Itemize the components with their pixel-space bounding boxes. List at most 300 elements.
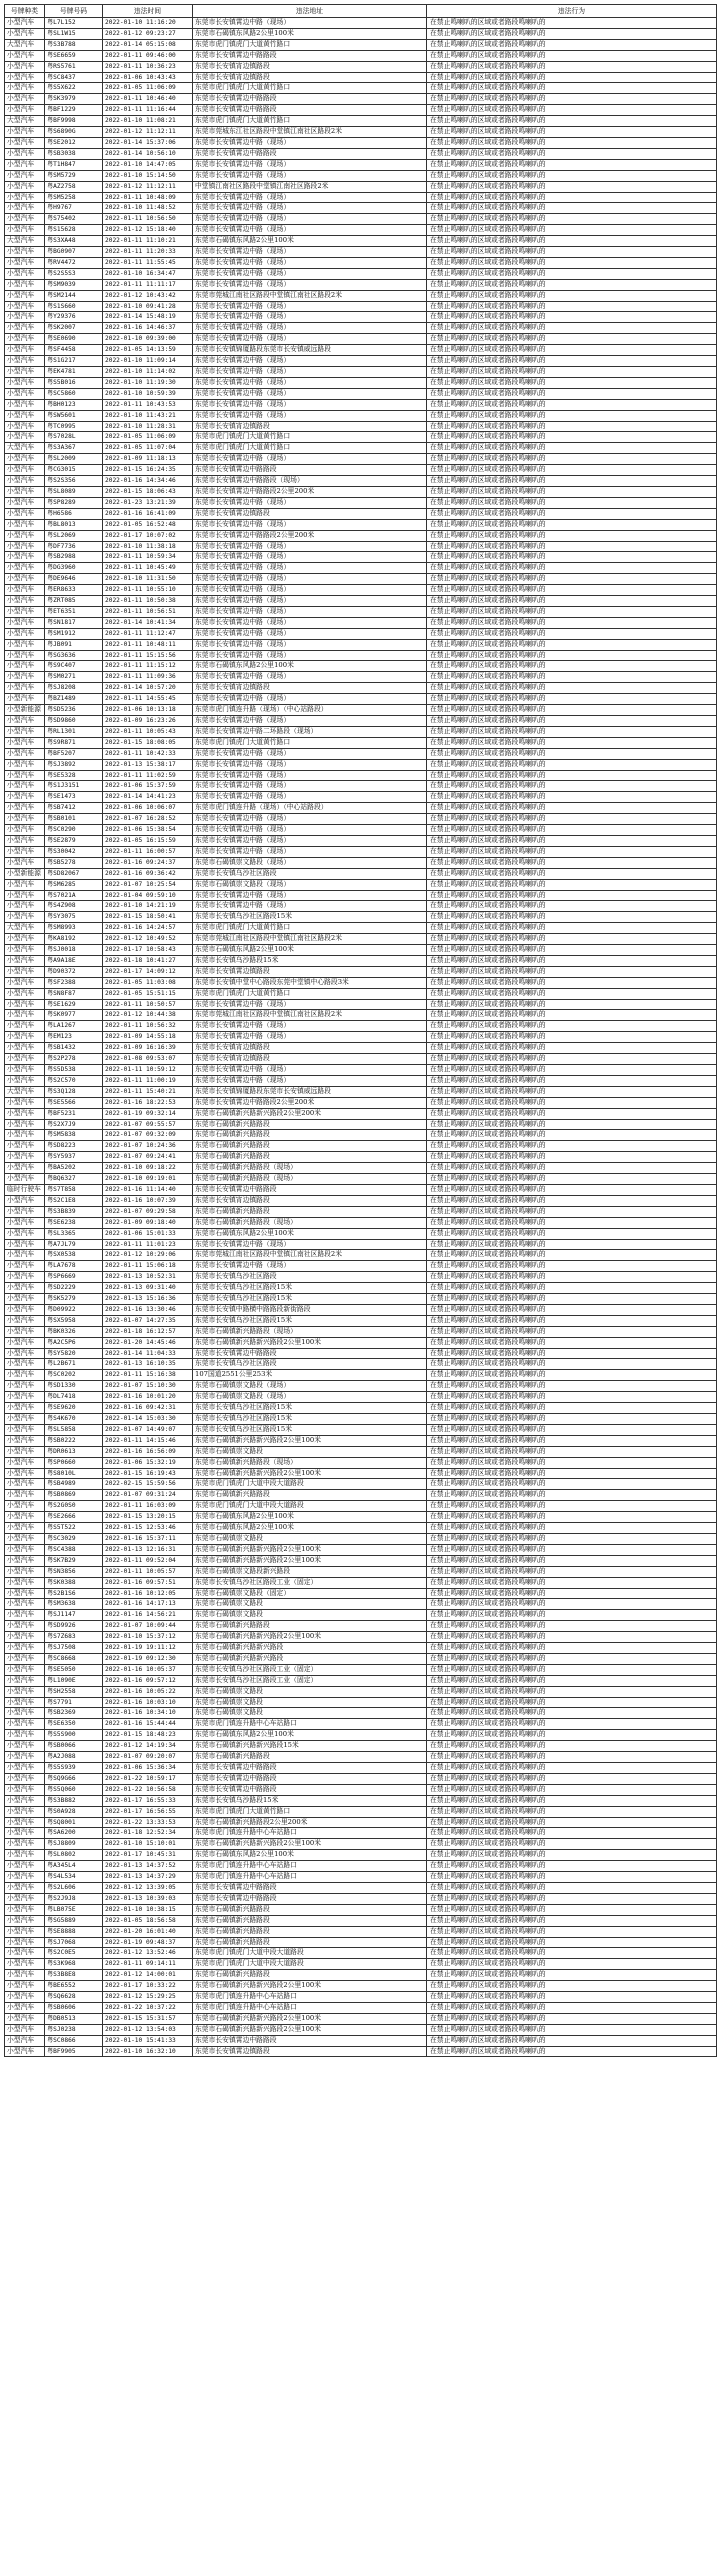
table-row <box>5 846 717 857</box>
cell-plate-number: 粤SD9860 <box>45 716 103 727</box>
cell-violation-address: 东莞市石碣镇新兴路新兴路段2公里100米 <box>193 1544 427 1555</box>
cell-plate-type: 小型汽车 <box>5 574 45 585</box>
cell-plate-number: 粤A2J088 <box>45 1752 103 1763</box>
cell-violation-address: 东莞市长安镇霄边中路（现场） <box>193 377 427 388</box>
cell-plate-type: 小型汽车 <box>5 1021 45 1032</box>
table-row <box>5 955 717 966</box>
cell-violation-time: 2022-02-15 15:59:56 <box>103 1479 193 1490</box>
cell-violation-behavior: 在禁止鸣喇叭的区域或者路段鸣喇叭的 <box>427 803 717 814</box>
cell-violation-behavior: 在禁止鸣喇叭的区域或者路段鸣喇叭的 <box>427 18 717 29</box>
cell-violation-behavior: 在禁止鸣喇叭的区域或者路段鸣喇叭的 <box>427 236 717 247</box>
cell-violation-behavior: 在禁止鸣喇叭的区域或者路段鸣喇叭的 <box>427 1861 717 1872</box>
cell-plate-number: 粤S0A928 <box>45 1806 103 1817</box>
cell-plate-number: 粤SC0290 <box>45 825 103 836</box>
cell-violation-address: 东莞市长安镇霄边中路（现场） <box>193 279 427 290</box>
cell-plate-type: 小型汽车 <box>5 399 45 410</box>
cell-plate-type: 小型汽车 <box>5 1337 45 1348</box>
cell-violation-time: 2022-01-11 10:48:11 <box>103 639 193 650</box>
cell-plate-number: 粤SE6659 <box>45 50 103 61</box>
cell-violation-behavior: 在禁止鸣喇叭的区域或者路段鸣喇叭的 <box>427 1097 717 1108</box>
cell-violation-time: 2022-01-05 11:06:09 <box>103 432 193 443</box>
cell-violation-behavior: 在禁止鸣喇叭的区域或者路段鸣喇叭的 <box>427 628 717 639</box>
cell-violation-address: 东莞市长安镇霄边中路（现场） <box>193 268 427 279</box>
cell-violation-time: 2022-01-16 16:56:09 <box>103 1446 193 1457</box>
cell-violation-address: 东莞市石碣镇东风路2公里100米 <box>193 1228 427 1239</box>
cell-plate-type: 小型汽车 <box>5 61 45 72</box>
cell-plate-number: 粤RS5761 <box>45 61 103 72</box>
cell-violation-behavior: 在禁止鸣喇叭的区域或者路段鸣喇叭的 <box>427 1108 717 1119</box>
cell-plate-number: 粤RL1301 <box>45 726 103 737</box>
cell-violation-behavior: 在禁止鸣喇叭的区域或者路段鸣喇叭的 <box>427 1294 717 1305</box>
cell-violation-time: 2022-01-11 11:11:17 <box>103 279 193 290</box>
cell-violation-time: 2022-01-07 09:24:41 <box>103 1152 193 1163</box>
cell-violation-time: 2022-01-06 15:37:59 <box>103 781 193 792</box>
cell-violation-address: 东莞市石碣镇崇文路段 <box>193 1533 427 1544</box>
cell-violation-address: 东莞市虎门镇连升路中心车站路口 <box>193 1828 427 1839</box>
cell-plate-number: 粤SB7412 <box>45 803 103 814</box>
table-row <box>5 792 717 803</box>
cell-plate-type: 小型汽车 <box>5 596 45 607</box>
cell-plate-number: 粤S75402 <box>45 214 103 225</box>
cell-violation-time: 2022-01-10 09:19:01 <box>103 1174 193 1185</box>
cell-violation-behavior: 在禁止鸣喇叭的区域或者路段鸣喇叭的 <box>427 934 717 945</box>
cell-plate-type: 小型汽车 <box>5 694 45 705</box>
table-row <box>5 367 717 378</box>
cell-violation-address: 东莞市长安镇霄边中路路段2公里200米 <box>193 1097 427 1108</box>
cell-violation-behavior: 在禁止鸣喇叭的区域或者路段鸣喇叭的 <box>427 388 717 399</box>
cell-violation-behavior: 在禁止鸣喇叭的区域或者路段鸣喇叭的 <box>427 1523 717 1534</box>
table-row <box>5 945 717 956</box>
cell-plate-number: 粤SY3075 <box>45 912 103 923</box>
cell-violation-address: 东莞市石碣镇新兴路路段 <box>193 1752 427 1763</box>
cell-violation-behavior: 在禁止鸣喇叭的区域或者路段鸣喇叭的 <box>427 72 717 83</box>
cell-violation-behavior: 在禁止鸣喇叭的区域或者路段鸣喇叭的 <box>427 1708 717 1719</box>
cell-violation-behavior: 在禁止鸣喇叭的区域或者路段鸣喇叭的 <box>427 1948 717 1959</box>
cell-violation-time: 2022-01-05 14:13:59 <box>103 345 193 356</box>
cell-violation-address: 东莞市虎门镇虎门大道中段大道路段 <box>193 1959 427 1970</box>
cell-violation-time: 2022-01-14 15:37:06 <box>103 137 193 148</box>
cell-violation-time: 2022-01-05 16:15:59 <box>103 835 193 846</box>
cell-violation-time: 2022-01-12 10:29:06 <box>103 1250 193 1261</box>
cell-violation-address: 东莞市石碣镇东风路2公里100米 <box>193 236 427 247</box>
table-row <box>5 1294 717 1305</box>
cell-plate-type: 小型汽车 <box>5 225 45 236</box>
cell-plate-number: 粤SY5820 <box>45 1348 103 1359</box>
cell-plate-number: 粤SK0977 <box>45 1010 103 1021</box>
cell-plate-number: 粤SC8668 <box>45 1653 103 1664</box>
table-row <box>5 2035 717 2046</box>
cell-violation-address: 东莞市长安镇霄边中路路段 <box>193 1882 427 1893</box>
cell-violation-address: 东莞市长安镇霄边中路路段 <box>193 465 427 476</box>
cell-violation-time: 2022-01-11 16:03:09 <box>103 1501 193 1512</box>
cell-violation-address: 东莞市石碣镇东风路2公里100米 <box>193 661 427 672</box>
cell-plate-number: 粤BE6552 <box>45 1981 103 1992</box>
table-row <box>5 1926 717 1937</box>
cell-violation-time: 2022-01-14 14:41:23 <box>103 792 193 803</box>
table-row <box>5 596 717 607</box>
cell-violation-behavior: 在禁止鸣喇叭的区域或者路段鸣喇叭的 <box>427 1392 717 1403</box>
cell-violation-address: 东莞市石碣镇新兴路新兴路段2公里100米 <box>193 2024 427 2035</box>
cell-violation-address: 东莞市长安镇霄边中路（现场） <box>193 901 427 912</box>
cell-violation-address: 东莞市长安镇霄边中路路段 <box>193 1784 427 1795</box>
cell-violation-address: 东莞市长安镇霄边中路（现场） <box>193 552 427 563</box>
cell-plate-type: 小型汽车 <box>5 737 45 748</box>
cell-plate-type: 小型汽车 <box>5 1763 45 1774</box>
cell-violation-behavior: 在禁止鸣喇叭的区域或者路段鸣喇叭的 <box>427 759 717 770</box>
cell-violation-behavior: 在禁止鸣喇叭的区域或者路段鸣喇叭的 <box>427 1250 717 1261</box>
cell-violation-behavior: 在禁止鸣喇叭的区域或者路段鸣喇叭的 <box>427 1468 717 1479</box>
cell-plate-type: 小型汽车 <box>5 2013 45 2024</box>
cell-violation-address: 东莞市长安镇霄边中路（现场） <box>193 137 427 148</box>
table-row <box>5 72 717 83</box>
cell-violation-time: 2022-01-10 15:37:12 <box>103 1632 193 1643</box>
cell-violation-address: 东莞市长安镇霄边中路（现场） <box>193 497 427 508</box>
table-row <box>5 606 717 617</box>
cell-plate-type: 小型汽车 <box>5 105 45 116</box>
cell-violation-time: 2022-01-12 10:49:52 <box>103 934 193 945</box>
cell-violation-behavior: 在禁止鸣喇叭的区域或者路段鸣喇叭的 <box>427 901 717 912</box>
table-row <box>5 18 717 29</box>
cell-plate-type: 小型汽车 <box>5 1752 45 1763</box>
cell-violation-behavior: 在禁止鸣喇叭的区域或者路段鸣喇叭的 <box>427 1806 717 1817</box>
cell-violation-address: 东莞市石碣镇新兴路路段 <box>193 1937 427 1948</box>
cell-violation-behavior: 在禁止鸣喇叭的区域或者路段鸣喇叭的 <box>427 1054 717 1065</box>
cell-plate-type: 小型汽车 <box>5 72 45 83</box>
cell-plate-number: 粤SC8437 <box>45 72 103 83</box>
cell-violation-behavior: 在禁止鸣喇叭的区域或者路段鸣喇叭的 <box>427 617 717 628</box>
cell-violation-behavior: 在禁止鸣喇叭的区域或者路段鸣喇叭的 <box>427 312 717 323</box>
cell-violation-address: 东莞市石碣镇新兴路新兴路段 <box>193 1653 427 1664</box>
cell-violation-address: 东莞市长安镇霄边中路二环路段（现场） <box>193 726 427 737</box>
cell-plate-number: 粤S3A367 <box>45 443 103 454</box>
cell-violation-time: 2022-01-17 16:55:33 <box>103 1795 193 1806</box>
cell-plate-type: 小型汽车 <box>5 1392 45 1403</box>
cell-violation-address: 东莞市石碣镇新兴路新兴路段2公里100米 <box>193 1435 427 1446</box>
cell-plate-number: 粤S2S356 <box>45 476 103 487</box>
cell-violation-time: 2022-01-11 09:14:11 <box>103 1959 193 1970</box>
cell-plate-number: 粤DG3960 <box>45 563 103 574</box>
table-row <box>5 835 717 846</box>
cell-plate-type: 小型汽车 <box>5 1610 45 1621</box>
table-row <box>5 1992 717 2003</box>
cell-violation-behavior: 在禁止鸣喇叭的区域或者路段鸣喇叭的 <box>427 127 717 138</box>
cell-violation-time: 2022-01-13 15:38:17 <box>103 759 193 770</box>
table-row <box>5 1697 717 1708</box>
cell-plate-number: 粤BG0907 <box>45 247 103 258</box>
cell-plate-type: 小型汽车 <box>5 1010 45 1021</box>
cell-plate-number: 粤S15628 <box>45 225 103 236</box>
cell-plate-number: 粤A2C5P6 <box>45 1337 103 1348</box>
table-row <box>5 694 717 705</box>
cell-plate-number: 粤S1G217 <box>45 356 103 367</box>
cell-plate-type: 小型汽车 <box>5 1206 45 1217</box>
cell-plate-type: 小型汽车 <box>5 356 45 367</box>
cell-plate-type: 小型汽车 <box>5 1653 45 1664</box>
cell-plate-number: 粤SD5236 <box>45 705 103 716</box>
cell-plate-type: 小型汽车 <box>5 563 45 574</box>
cell-plate-type: 小型汽车 <box>5 1141 45 1152</box>
table-row <box>5 214 717 225</box>
cell-violation-behavior: 在禁止鸣喇叭的区域或者路段鸣喇叭的 <box>427 94 717 105</box>
cell-violation-behavior: 在禁止鸣喇叭的区域或者路段鸣喇叭的 <box>427 1970 717 1981</box>
cell-plate-type: 小型汽车 <box>5 1130 45 1141</box>
cell-plate-number: 粤SE8888 <box>45 1926 103 1937</box>
table-row <box>5 530 717 541</box>
cell-violation-behavior: 在禁止鸣喇叭的区域或者路段鸣喇叭的 <box>427 192 717 203</box>
cell-violation-time: 2022-01-12 15:29:25 <box>103 1992 193 2003</box>
cell-violation-time: 2022-01-12 15:18:40 <box>103 225 193 236</box>
cell-violation-time: 2022-01-11 10:46:40 <box>103 94 193 105</box>
cell-violation-address: 东莞市虎门镇虎门大道黄竹路口 <box>193 432 427 443</box>
cell-violation-behavior: 在禁止鸣喇叭的区域或者路段鸣喇叭的 <box>427 1490 717 1501</box>
cell-plate-number: 粤SL3365 <box>45 1228 103 1239</box>
table-row <box>5 934 717 945</box>
table-row <box>5 748 717 759</box>
cell-plate-number: 粤SB0869 <box>45 1490 103 1501</box>
header-plate-type: 号牌种类 <box>5 5 45 18</box>
cell-plate-number: 粤S8010L <box>45 1468 103 1479</box>
cell-plate-number: 粤SD2229 <box>45 1283 103 1294</box>
cell-violation-behavior: 在禁止鸣喇叭的区域或者路段鸣喇叭的 <box>427 552 717 563</box>
cell-violation-behavior: 在禁止鸣喇叭的区域或者路段鸣喇叭的 <box>427 290 717 301</box>
cell-violation-time: 2022-01-16 14:17:13 <box>103 1599 193 1610</box>
cell-violation-address: 东莞市长安镇霄边中路路段2公里200米 <box>193 486 427 497</box>
cell-violation-time: 2022-01-16 10:05:22 <box>103 1686 193 1697</box>
cell-violation-behavior: 在禁止鸣喇叭的区域或者路段鸣喇叭的 <box>427 1850 717 1861</box>
cell-violation-time: 2022-01-11 10:50:57 <box>103 999 193 1010</box>
cell-violation-address: 东莞市长安镇霄边中路（现场） <box>193 159 427 170</box>
cell-violation-address: 东莞市长安镇霄边中路路段 <box>193 2035 427 2046</box>
cell-violation-behavior: 在禁止鸣喇叭的区域或者路段鸣喇叭的 <box>427 225 717 236</box>
cell-violation-address: 东莞市长安镇霄边中路（现场） <box>193 1261 427 1272</box>
cell-violation-behavior: 在禁止鸣喇叭的区域或者路段鸣喇叭的 <box>427 574 717 585</box>
cell-plate-type: 小型汽车 <box>5 1741 45 1752</box>
cell-violation-behavior: 在禁止鸣喇叭的区域或者路段鸣喇叭的 <box>427 1643 717 1654</box>
cell-violation-behavior: 在禁止鸣喇叭的区域或者路段鸣喇叭的 <box>427 1195 717 1206</box>
cell-plate-type: 小型汽车 <box>5 1697 45 1708</box>
table-row <box>5 1359 717 1370</box>
cell-violation-address: 东莞市长安镇宵边镇路段 <box>193 1043 427 1054</box>
cell-violation-address: 东莞市长安镇霄边中路（现场） <box>193 770 427 781</box>
cell-plate-type: 小型汽车 <box>5 1730 45 1741</box>
cell-violation-time: 2022-01-11 16:00:57 <box>103 846 193 857</box>
cell-plate-number: 粤S4K670 <box>45 1414 103 1425</box>
cell-plate-type: 小型汽车 <box>5 1577 45 1588</box>
cell-violation-address: 东莞市长安镇霄边中路（现场） <box>193 1239 427 1250</box>
table-row <box>5 1981 717 1992</box>
cell-plate-type: 小型汽车 <box>5 792 45 803</box>
cell-violation-behavior: 在禁止鸣喇叭的区域或者路段鸣喇叭的 <box>427 1239 717 1250</box>
cell-violation-time: 2022-01-10 15:41:33 <box>103 2035 193 2046</box>
cell-plate-number: 粤SM6285 <box>45 879 103 890</box>
table-row <box>5 1501 717 1512</box>
table-row <box>5 1861 717 1872</box>
cell-plate-type: 小型汽车 <box>5 1152 45 1163</box>
cell-plate-type: 小型汽车 <box>5 2002 45 2013</box>
cell-plate-type: 小型汽车 <box>5 257 45 268</box>
cell-violation-address: 东莞市长安镇宵边镇路段 <box>193 1195 427 1206</box>
cell-violation-behavior: 在禁止鸣喇叭的区域或者路段鸣喇叭的 <box>427 1664 717 1675</box>
cell-plate-type: 大型汽车 <box>5 39 45 50</box>
cell-plate-number: 粤SX5958 <box>45 1315 103 1326</box>
table-row <box>5 1141 717 1152</box>
cell-plate-number: 粤SM9039 <box>45 279 103 290</box>
cell-plate-type: 小型汽车 <box>5 1163 45 1174</box>
table-row <box>5 1119 717 1130</box>
cell-violation-time: 2022-01-11 10:36:23 <box>103 61 193 72</box>
cell-plate-type: 小型汽车 <box>5 1414 45 1425</box>
cell-plate-number: 粤S3Q128 <box>45 1086 103 1097</box>
table-row <box>5 1719 717 1730</box>
cell-plate-type: 小型汽车 <box>5 83 45 94</box>
cell-plate-type: 小型汽车 <box>5 1119 45 1130</box>
cell-plate-number: 粤S5X622 <box>45 83 103 94</box>
table-row <box>5 1184 717 1195</box>
cell-violation-behavior: 在禁止鸣喇叭的区域或者路段鸣喇叭的 <box>427 1457 717 1468</box>
cell-violation-address: 东莞市石碣镇新兴路路段（现场） <box>193 1174 427 1185</box>
cell-violation-address: 东莞市石碣镇东风路2公里100米 <box>193 1512 427 1523</box>
cell-violation-behavior: 在禁止鸣喇叭的区域或者路段鸣喇叭的 <box>427 792 717 803</box>
cell-violation-behavior: 在禁止鸣喇叭的区域或者路段鸣喇叭的 <box>427 683 717 694</box>
cell-plate-type: 小型汽车 <box>5 1501 45 1512</box>
cell-plate-type: 小型汽车 <box>5 1937 45 1948</box>
cell-violation-time: 2022-01-11 11:09:36 <box>103 672 193 683</box>
cell-violation-behavior: 在禁止鸣喇叭的区域或者路段鸣喇叭的 <box>427 1773 717 1784</box>
cell-violation-behavior: 在禁止鸣喇叭的区域或者路段鸣喇叭的 <box>427 1032 717 1043</box>
cell-plate-type: 小型汽车 <box>5 497 45 508</box>
cell-violation-behavior: 在禁止鸣喇叭的区域或者路段鸣喇叭的 <box>427 1130 717 1141</box>
cell-plate-number: 粤D90372 <box>45 966 103 977</box>
cell-plate-type: 小型汽车 <box>5 1588 45 1599</box>
cell-violation-address: 东莞市莞城江南社区路段中堂镇江南社区路段2米 <box>193 1010 427 1021</box>
cell-plate-number: 粤S2C1E8 <box>45 1195 103 1206</box>
cell-plate-type: 小型汽车 <box>5 1435 45 1446</box>
cell-violation-behavior: 在禁止鸣喇叭的区域或者路段鸣喇叭的 <box>427 214 717 225</box>
cell-violation-address: 东莞市石碣镇新兴路新兴路段2公里100米 <box>193 1981 427 1992</box>
cell-plate-number: 粤SC4388 <box>45 1544 103 1555</box>
cell-plate-number: 粤SM5258 <box>45 192 103 203</box>
cell-violation-time: 2022-01-10 14:21:19 <box>103 901 193 912</box>
cell-violation-address: 东莞市长安镇霄边中路（现场） <box>193 257 427 268</box>
cell-violation-address: 东莞市石碣镇新兴路路段 <box>193 1206 427 1217</box>
table-row <box>5 705 717 716</box>
cell-violation-address: 东莞市长安镇霄边中路路段2公里200米 <box>193 530 427 541</box>
table-row <box>5 966 717 977</box>
cell-plate-type: 小型汽车 <box>5 912 45 923</box>
cell-plate-number: 粤SB2988 <box>45 552 103 563</box>
cell-violation-address: 东莞市长安镇霄边中路（现场） <box>193 356 427 367</box>
cell-plate-type: 小型汽车 <box>5 290 45 301</box>
cell-plate-number: 粤CG3015 <box>45 465 103 476</box>
table-row <box>5 1686 717 1697</box>
cell-violation-address: 东莞市长安镇霄边镇路段 <box>193 2046 427 2057</box>
cell-plate-number: 粤SE5566 <box>45 1097 103 1108</box>
table-row <box>5 1272 717 1283</box>
cell-violation-behavior: 在禁止鸣喇叭的区域或者路段鸣喇叭的 <box>427 247 717 258</box>
cell-violation-address: 东莞市石碣镇新兴路新兴路段2公里100米 <box>193 1839 427 1850</box>
cell-violation-address: 东莞市长安镇乌沙社区路段15米 <box>193 1283 427 1294</box>
cell-plate-type: 小型汽车 <box>5 18 45 29</box>
cell-violation-address: 东莞市长安镇霄边中路（现场） <box>193 247 427 258</box>
table-row <box>5 508 717 519</box>
cell-violation-address: 东莞市石碣镇崇文路段（现场） <box>193 1381 427 1392</box>
cell-plate-number: 粤KA8192 <box>45 934 103 945</box>
cell-violation-behavior: 在禁止鸣喇叭的区域或者路段鸣喇叭的 <box>427 1217 717 1228</box>
cell-plate-number: 粤S2S5S3 <box>45 268 103 279</box>
cell-plate-number: 粤SC3029 <box>45 1533 103 1544</box>
table-row <box>5 1632 717 1643</box>
cell-plate-type: 小型汽车 <box>5 1054 45 1065</box>
cell-plate-number: 粤SN3856 <box>45 1566 103 1577</box>
cell-plate-number: 粤SE2666 <box>45 1512 103 1523</box>
cell-plate-number: 粤SE6350 <box>45 1719 103 1730</box>
violation-table <box>4 4 717 2057</box>
cell-plate-type: 小型汽车 <box>5 1359 45 1370</box>
cell-violation-behavior: 在禁止鸣喇叭的区域或者路段鸣喇叭的 <box>427 1414 717 1425</box>
cell-plate-type: 小型汽车 <box>5 1468 45 1479</box>
cell-violation-behavior: 在禁止鸣喇叭的区域或者路段鸣喇叭的 <box>427 1337 717 1348</box>
cell-plate-type: 小型汽车 <box>5 934 45 945</box>
table-row <box>5 181 717 192</box>
cell-violation-time: 2022-01-14 15:48:19 <box>103 312 193 323</box>
cell-violation-behavior: 在禁止鸣喇叭的区域或者路段鸣喇叭的 <box>427 1588 717 1599</box>
cell-plate-number: 粤EM123 <box>45 1032 103 1043</box>
cell-violation-time: 2022-01-15 13:20:15 <box>103 1512 193 1523</box>
cell-plate-number: 粤BF9905 <box>45 2046 103 2057</box>
cell-violation-address: 东莞市长安镇乌沙社区路段15米 <box>193 1424 427 1435</box>
cell-violation-address: 东莞市虎门镇连升路中心车站路口 <box>193 1992 427 2003</box>
cell-plate-type: 小型汽车 <box>5 988 45 999</box>
cell-plate-type: 小型汽车 <box>5 846 45 857</box>
cell-violation-behavior: 在禁止鸣喇叭的区域或者路段鸣喇叭的 <box>427 203 717 214</box>
cell-violation-time: 2022-01-11 10:05:57 <box>103 1566 193 1577</box>
cell-violation-behavior: 在禁止鸣喇叭的区域或者路段鸣喇叭的 <box>427 726 717 737</box>
table-row <box>5 857 717 868</box>
table-row <box>5 1108 717 1119</box>
table-row <box>5 1893 717 1904</box>
cell-plate-number: 粤SJ7508 <box>45 1643 103 1654</box>
cell-violation-behavior: 在禁止鸣喇叭的区域或者路段鸣喇叭的 <box>427 563 717 574</box>
cell-violation-address: 东莞市长安镇乌沙路段15米 <box>193 955 427 966</box>
cell-violation-time: 2022-01-19 09:32:14 <box>103 1108 193 1119</box>
cell-violation-behavior: 在禁止鸣喇叭的区域或者路段鸣喇叭的 <box>427 596 717 607</box>
table-row <box>5 770 717 781</box>
cell-plate-type: 小型汽车 <box>5 1784 45 1795</box>
cell-violation-behavior: 在禁止鸣喇叭的区域或者路段鸣喇叭的 <box>427 2035 717 2046</box>
cell-plate-number: 粤SB2369 <box>45 1708 103 1719</box>
cell-plate-number: 粤SE5328 <box>45 770 103 781</box>
cell-violation-address: 东莞市长安镇乌沙社区路段 <box>193 1359 427 1370</box>
cell-plate-number: 粤SJ8208 <box>45 683 103 694</box>
table-row <box>5 1806 717 1817</box>
cell-violation-behavior: 在禁止鸣喇叭的区域或者路段鸣喇叭的 <box>427 1010 717 1021</box>
cell-violation-behavior: 在禁止鸣喇叭的区域或者路段鸣喇叭的 <box>427 1261 717 1272</box>
cell-violation-behavior: 在禁止鸣喇叭的区域或者路段鸣喇叭的 <box>427 1904 717 1915</box>
cell-violation-time: 2022-01-10 15:14:50 <box>103 170 193 181</box>
cell-plate-number: 粤BZ1489 <box>45 694 103 705</box>
cell-violation-behavior: 在禁止鸣喇叭的区域或者路段鸣喇叭的 <box>427 1152 717 1163</box>
cell-violation-time: 2022-01-10 10:59:39 <box>103 388 193 399</box>
cell-violation-behavior: 在禁止鸣喇叭的区域或者路段鸣喇叭的 <box>427 879 717 890</box>
cell-violation-behavior: 在禁止鸣喇叭的区域或者路段鸣喇叭的 <box>427 1882 717 1893</box>
cell-violation-behavior: 在禁止鸣喇叭的区域或者路段鸣喇叭的 <box>427 1119 717 1130</box>
cell-plate-number: 粤AZ2758 <box>45 181 103 192</box>
cell-plate-number: 粤BF9998 <box>45 116 103 127</box>
cell-violation-time: 2022-01-10 16:32:10 <box>103 2046 193 2057</box>
cell-plate-number: 粤SK3979 <box>45 94 103 105</box>
cell-violation-time: 2022-01-11 11:01:23 <box>103 1239 193 1250</box>
cell-violation-address: 东莞市长安镇霄边中路（现场） <box>193 192 427 203</box>
